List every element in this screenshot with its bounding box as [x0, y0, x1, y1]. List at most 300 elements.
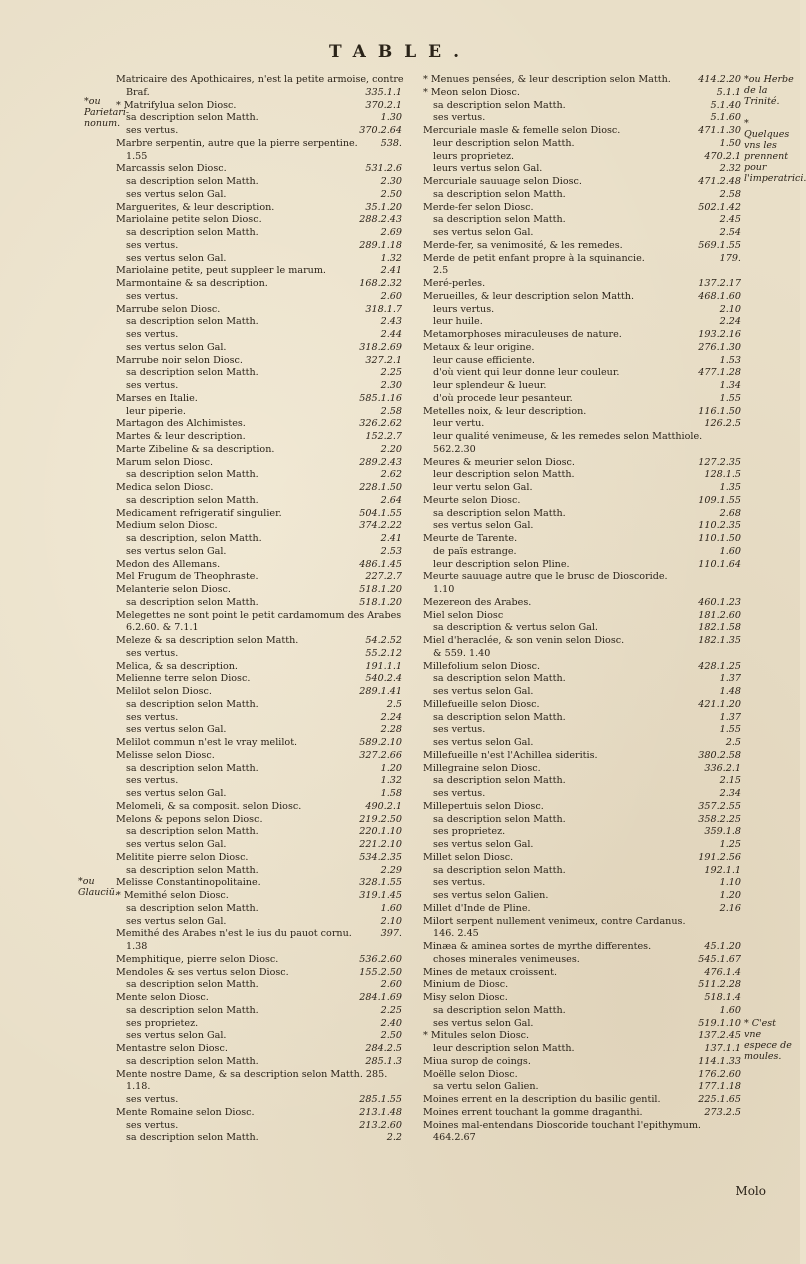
entry-text: leur cause efficiente. [433, 354, 535, 366]
index-entry [423, 316, 741, 329]
entry-reference: 540.2.4 [365, 673, 402, 685]
entry-reference: 5.1.40 [710, 99, 741, 111]
index-entry [116, 508, 402, 521]
entry-reference: 538. [380, 137, 402, 149]
index-entry [423, 418, 741, 431]
entry-text: leur piperie. [126, 405, 186, 417]
entry-reference: 1.60 [719, 1004, 741, 1016]
index-entry [116, 265, 402, 278]
entry-text: Merde de petit enfant propre à la squinancie. [423, 252, 645, 264]
index-entry [116, 329, 402, 342]
entry-reference: 2.69 [380, 227, 402, 238]
entry-reference: 221.2.10 [359, 839, 402, 850]
entry-reference: 213.2.60 [359, 1119, 402, 1131]
entry-reference: 177.1.18 [698, 1081, 741, 1093]
entry-reference: 2.24 [719, 316, 741, 328]
entry-text: Miel d'heraclée, & son venin selon Diosc. [423, 635, 625, 646]
entry-text: Martes & leur description. [116, 431, 246, 442]
index-entry [423, 890, 741, 903]
entry-text: ses vertus. [126, 125, 179, 136]
entry-text: Melons & pepons selon Diosc. [116, 813, 263, 825]
index-entry [116, 916, 402, 929]
entry-reference: 1.55 [719, 392, 741, 404]
entry-text: sa description selon Matth. [433, 711, 566, 723]
entry-text: sa description, selon Matth. [126, 533, 262, 544]
entry-text: d'où vient qui leur donne leur couleur. [433, 367, 620, 379]
entry-text: Melegettes ne sont point le petit cardamomum des Arabes [116, 609, 402, 621]
index-entry [423, 852, 741, 865]
index-entry [116, 482, 402, 495]
entry-reference: 181.2.60 [698, 609, 741, 621]
entry-reference: 2.5 [725, 737, 741, 748]
left-column [116, 74, 402, 1145]
index-entry [116, 1120, 402, 1133]
entry-reference: 2.62 [380, 469, 402, 481]
entry-reference: 335.1.1 [365, 86, 402, 98]
entry-reference: 2.54 [719, 227, 741, 238]
entry-reference: 319.1.45 [359, 890, 402, 901]
entry-text: ses vertus selon Gal. [126, 341, 227, 353]
index-entry [116, 367, 402, 380]
entry-reference: 2.20 [380, 443, 402, 455]
index-entry [116, 699, 402, 712]
entry-text: sa description selon Matth. [126, 1004, 259, 1016]
entry-text: sa description selon Matth. [433, 214, 566, 226]
index-entry [423, 724, 741, 737]
index-entry [116, 214, 402, 227]
entry-text: * Meon selon Diosc. [423, 86, 520, 98]
index-entry [423, 482, 741, 495]
entry-text: Melanterie selon Diosc. [116, 584, 231, 595]
entry-reference: 168.2.32 [359, 278, 402, 289]
entry-text: Braf. [126, 86, 150, 98]
entry-reference: 318.2.69 [359, 341, 402, 353]
entry-reference: 585.1.16 [359, 392, 402, 404]
index-entry [423, 775, 741, 788]
index-entry [423, 125, 741, 138]
entry-text: Moines errent touchant la gomme draganthi. [423, 1106, 643, 1118]
entry-text: Melilot commun n'est le vray melilot. [116, 737, 298, 748]
entry-reference: 2.58 [719, 188, 741, 200]
entry-text: Minæa & aminea sortes de myrthe differentes. [423, 941, 652, 952]
entry-reference: 328.1.55 [359, 877, 402, 889]
entry-text: ses vertus. [126, 647, 179, 659]
entry-reference: 1.48 [719, 686, 741, 697]
entry-text: Marum selon Diosc. [116, 456, 214, 468]
entry-reference: 2.53 [380, 545, 402, 557]
index-entry [116, 712, 402, 725]
entry-reference: 1.35 [719, 482, 741, 493]
entry-reference: 1.30 [380, 112, 402, 124]
entry-reference: 589.2.10 [359, 737, 402, 748]
index-entry [423, 508, 741, 521]
index-entry [116, 1069, 402, 1082]
entry-reference: 460.1.23 [698, 596, 741, 608]
entry-text: Merueilles, & leur description selon Matth. [423, 290, 634, 302]
index-entry [116, 801, 402, 814]
index-entry [116, 520, 402, 533]
index-entry [423, 916, 741, 929]
entry-text: leur description selon Pline. [433, 558, 570, 570]
index-entry [423, 559, 741, 572]
index-entry [423, 189, 741, 202]
right-column [423, 74, 741, 1145]
entry-reference: 2.30 [380, 380, 402, 391]
entry-reference: 1.37 [719, 673, 741, 685]
entry-text: Metamorphoses miraculeuses de nature. [423, 329, 622, 340]
entry-text: Marte Zibeline & sa description. [116, 443, 275, 455]
entry-reference: 2.43 [380, 316, 402, 328]
entry-reference: 289.1.41 [359, 686, 402, 697]
entry-reference: 2.10 [380, 915, 402, 927]
index-entry [116, 138, 402, 151]
entry-reference: 289.2.43 [359, 456, 402, 468]
index-entry [423, 979, 741, 992]
entry-text: * Matrifylua selon Diosc. [116, 99, 237, 111]
index-entry [423, 661, 741, 674]
entry-reference: 1.25 [719, 839, 741, 850]
index-entry [423, 1005, 741, 1018]
index-entry [116, 457, 402, 470]
entry-text: sa description selon Matth. [433, 99, 566, 111]
index-entry [423, 546, 741, 559]
entry-reference: 114.1.33 [698, 1055, 741, 1067]
index-entry [423, 163, 741, 176]
entry-text: ses vertus. [433, 112, 486, 124]
entry-reference: 518.1.4 [704, 992, 741, 1003]
index-entry [423, 877, 741, 890]
index-entry [116, 686, 402, 699]
entry-reference: 470.2.1 [704, 150, 741, 162]
entry-reference: 504.1.55 [359, 507, 402, 519]
index-entry [116, 622, 402, 635]
index-entry [423, 1132, 741, 1145]
entry-text: Misy selon Diosc. [423, 992, 508, 1003]
entry-text: sa description selon Matth. [126, 469, 259, 481]
entry-text: sa description & vertus selon Gal. [433, 622, 598, 634]
entry-text: d'où procede leur pesanteur. [433, 392, 573, 404]
index-entry [116, 1005, 402, 1018]
entry-reference: 397. [380, 928, 402, 940]
entry-reference: 191.1.1 [365, 660, 402, 672]
index-entry [423, 928, 741, 941]
entry-reference: 2.2 [386, 1132, 402, 1144]
entry-text: 146. 2.45 [433, 928, 479, 940]
index-entry [116, 763, 402, 776]
index-entry [116, 1107, 402, 1120]
index-entry [423, 87, 741, 100]
index-entry [116, 839, 402, 852]
index-entry [116, 865, 402, 878]
index-entry [423, 1056, 741, 1069]
index-entry [423, 1018, 741, 1031]
entry-text: Millefueille n'est l'Achillea sideritis. [423, 749, 598, 761]
entry-text: sa description selon Matth. [433, 507, 566, 519]
index-entry [423, 265, 741, 278]
index-entry [423, 533, 741, 546]
entry-reference: 476.1.4 [704, 966, 741, 978]
entry-text: Martagon des Alchimistes. [116, 418, 246, 430]
entry-text: 1.10 [433, 584, 455, 595]
entry-text: Mendoles & ses vertus selon Diosc. [116, 966, 289, 978]
index-entry [116, 533, 402, 546]
entry-text: leur vertu. [433, 418, 485, 430]
entry-reference: 1.53 [719, 354, 741, 366]
index-entry [423, 380, 741, 393]
catchword: Molo [735, 1184, 766, 1198]
index-entry [423, 699, 741, 712]
entry-reference: 137.1.1 [704, 1043, 741, 1054]
index-entry [116, 877, 402, 890]
entry-reference: 155.2.50 [359, 966, 402, 978]
entry-text: Memithé des Arabes n'est le ius du pauot cornu. [116, 928, 352, 940]
index-entry [423, 112, 741, 125]
entry-reference: 1.20 [380, 762, 402, 774]
index-entry [116, 278, 402, 291]
entry-reference: 2.50 [380, 1030, 402, 1042]
entry-text: Minium de Diosc. [423, 979, 509, 991]
entry-reference: 179. [719, 252, 741, 264]
index-entry [116, 304, 402, 317]
index-entry [116, 941, 402, 954]
index-entry [116, 571, 402, 584]
index-entry [116, 635, 402, 648]
index-entry [116, 954, 402, 967]
entry-reference: 110.1.64 [698, 558, 741, 570]
index-entry [423, 635, 741, 648]
entry-text: ses vertus. [126, 380, 179, 391]
entry-reference: 110.2.35 [698, 520, 741, 532]
entry-text: ses vertus. [126, 1119, 179, 1131]
entry-text: Mercuriale sauuage selon Diosc. [423, 176, 582, 187]
index-entry [116, 342, 402, 355]
entry-reference: 359.1.8 [704, 826, 741, 838]
entry-reference: 490.2.1 [365, 800, 402, 812]
entry-reference: 54.2.52 [365, 635, 402, 646]
index-entry [423, 202, 741, 215]
entry-reference: 545.1.67 [698, 953, 741, 965]
entry-text: Memphitique, pierre selon Diosc. [116, 953, 279, 965]
index-entry [423, 1043, 741, 1056]
entry-text: Metaux & leur origine. [423, 341, 535, 353]
entry-text: 562.2.30 [433, 443, 476, 455]
index-entry [423, 1069, 741, 1082]
entry-reference: 5.1.1 [716, 86, 741, 98]
index-entry [423, 393, 741, 406]
entry-text: de païs estrange. [433, 545, 517, 557]
entry-text: Mente selon Diosc. [116, 992, 209, 1003]
entry-text: ses proprietez. [433, 826, 506, 838]
entry-text: * Menues pensées, & leur description selon Matth. [423, 74, 671, 85]
index-entry [423, 750, 741, 763]
entry-reference: 1.20 [719, 890, 741, 901]
entry-reference: 2.34 [719, 788, 741, 799]
entry-text: Melilot selon Diosc. [116, 686, 212, 697]
index-entry [116, 406, 402, 419]
entry-reference: 109.1.55 [698, 494, 741, 506]
entry-reference: 1.34 [719, 380, 741, 391]
entry-reference: 116.1.50 [698, 405, 741, 417]
index-entry [116, 1094, 402, 1107]
entry-text: ses vertus. [126, 239, 179, 251]
index-entry [116, 737, 402, 750]
entry-reference: 213.1.48 [359, 1106, 402, 1118]
entry-text: Mines de metaux croissent. [423, 966, 557, 978]
entry-reference: 486.1.45 [359, 558, 402, 570]
entry-reference: 1.60 [719, 545, 741, 557]
entry-text: Meures & meurier selon Diosc. [423, 456, 575, 468]
entry-reference: 127.2.35 [698, 456, 741, 468]
entry-text: sa description selon Matth. [126, 316, 259, 328]
entry-text: leurs vertus. [433, 303, 495, 315]
entry-text: leur description selon Matth. [433, 1043, 575, 1054]
index-entry [423, 240, 741, 253]
entry-reference: 358.2.25 [698, 813, 741, 825]
entry-text: Marbre serpentin, autre que la pierre serpentine. [116, 137, 358, 149]
entry-text: leur vertu selon Gal. [433, 482, 533, 493]
entry-text: 464.2.67 [433, 1132, 476, 1144]
margin-note-left-2: *ou Glauciū. [78, 876, 118, 898]
entry-text: Metelles noix, & leur description. [423, 405, 587, 417]
entry-reference: 137.2.45 [698, 1030, 741, 1042]
index-entry [116, 903, 402, 916]
entry-text: sa description selon Matth. [126, 864, 259, 876]
entry-reference: 284.1.69 [359, 992, 402, 1003]
entry-reference: 2.60 [380, 290, 402, 302]
entry-reference: 191.2.56 [698, 851, 741, 863]
entry-reference: 5.1.60 [710, 112, 741, 124]
margin-note-right-2: * Quelques vns les prennent pour l'imperatrici. [744, 118, 806, 184]
index-entry [116, 546, 402, 559]
entry-reference: 519.1.10 [698, 1017, 741, 1029]
index-entry [116, 992, 402, 1005]
entry-reference: 193.2.16 [698, 329, 741, 340]
entry-reference: 518.1.20 [359, 584, 402, 595]
entry-text: sa description selon Matth. [126, 826, 259, 838]
entry-text: ses vertus selon Gal. [126, 1030, 227, 1042]
entry-text: & 559. 1.40 [433, 647, 491, 659]
index-entry [423, 763, 741, 776]
entry-text: ses vertus selon Gal. [126, 188, 227, 200]
entry-reference: 227.2.7 [365, 571, 402, 583]
entry-reference: 2.15 [719, 775, 741, 787]
index-entry [423, 712, 741, 725]
entry-text: Medon des Allemans. [116, 558, 221, 570]
entry-reference: 569.1.55 [698, 239, 741, 251]
entry-text: Marcassis selon Diosc. [116, 163, 227, 175]
entry-reference: 1.10 [719, 877, 741, 889]
index-entry [116, 380, 402, 393]
index-entry [116, 661, 402, 674]
entry-reference: 1.55 [719, 724, 741, 736]
entry-reference: 2.60 [380, 979, 402, 991]
entry-reference: 2.30 [380, 176, 402, 187]
entry-text: Mente nostre Dame, & sa description selon Matth. 285. [116, 1068, 388, 1080]
entry-reference: 2.58 [380, 405, 402, 417]
entry-text: leur description selon Matth. [433, 469, 575, 481]
entry-reference: 1.37 [719, 711, 741, 723]
index-entry [116, 125, 402, 138]
entry-text: sa description selon Matth. [433, 775, 566, 787]
index-entry [116, 890, 402, 903]
index-entry [116, 87, 402, 100]
index-entry [423, 278, 741, 291]
index-entry [423, 648, 741, 661]
entry-text: sa description selon Matth. [433, 673, 566, 685]
index-entry [116, 240, 402, 253]
entry-reference: 1.58 [380, 788, 402, 799]
index-entry [116, 1081, 402, 1094]
entry-reference: 2.45 [719, 214, 741, 226]
entry-reference: 370.2.1 [365, 99, 402, 111]
index-entry [116, 1018, 402, 1031]
index-entry [116, 852, 402, 865]
entry-text: ses vertus selon Gal. [126, 839, 227, 850]
entry-reference: 176.2.60 [698, 1068, 741, 1080]
entry-text: sa description selon Matth. [126, 698, 259, 710]
entry-text: Meurte sauuage autre que le brusc de Dioscoride. [423, 571, 668, 583]
entry-text: sa description selon Matth. [126, 494, 259, 506]
entry-reference: 471.1.30 [698, 125, 741, 136]
entry-text: Millet selon Diosc. [423, 851, 514, 863]
index-entry [423, 686, 741, 699]
entry-text: ses vertus. [126, 711, 179, 723]
entry-reference: 336.2.1 [704, 762, 741, 774]
index-entry [116, 979, 402, 992]
index-entry [116, 431, 402, 444]
entry-reference: 477.1.28 [698, 367, 741, 379]
index-entry [116, 928, 402, 941]
index-entry [423, 954, 741, 967]
entry-reference: 219.2.50 [359, 813, 402, 825]
entry-text: Meurte selon Diosc. [423, 494, 521, 506]
index-entry [423, 100, 741, 113]
index-entry [116, 597, 402, 610]
entry-text: ses vertus selon Gal. [433, 686, 534, 697]
entry-text: sa description selon Matth. [433, 188, 566, 200]
entry-reference: 2.29 [380, 864, 402, 876]
entry-reference: 110.1.50 [698, 533, 741, 544]
index-entry [116, 291, 402, 304]
entry-reference: 288.2.43 [359, 214, 402, 226]
entry-text: * Mitules selon Diosc. [423, 1030, 530, 1042]
entry-text: sa description selon Matth. [126, 902, 259, 914]
entry-text: Millefolium selon Diosc. [423, 660, 541, 672]
entry-reference: 428.1.25 [698, 660, 741, 672]
index-entry [116, 418, 402, 431]
entry-text: ses vertus selon Gal. [126, 915, 227, 927]
index-entry [116, 1043, 402, 1056]
entry-reference: 2.25 [380, 1004, 402, 1016]
index-entry [423, 291, 741, 304]
entry-reference: 192.1.1 [704, 864, 741, 876]
index-entry [423, 176, 741, 189]
entry-text: sa vertu selon Galien. [433, 1081, 539, 1093]
margin-note-left-1: *ou Parietari-nonum. [84, 96, 130, 129]
index-entry [423, 1094, 741, 1107]
margin-note-right-3: * C'est vne espece de moules. [744, 1018, 792, 1062]
entry-reference: 2.25 [380, 367, 402, 379]
index-entry [116, 176, 402, 189]
index-entry [423, 329, 741, 342]
index-entry [116, 444, 402, 457]
index-entry [423, 367, 741, 380]
index-entry [116, 469, 402, 482]
entry-text: leurs proprietez. [433, 150, 515, 162]
entry-reference: 45.1.20 [704, 941, 741, 952]
index-entry [116, 316, 402, 329]
entry-reference: 284.2.5 [365, 1043, 402, 1054]
